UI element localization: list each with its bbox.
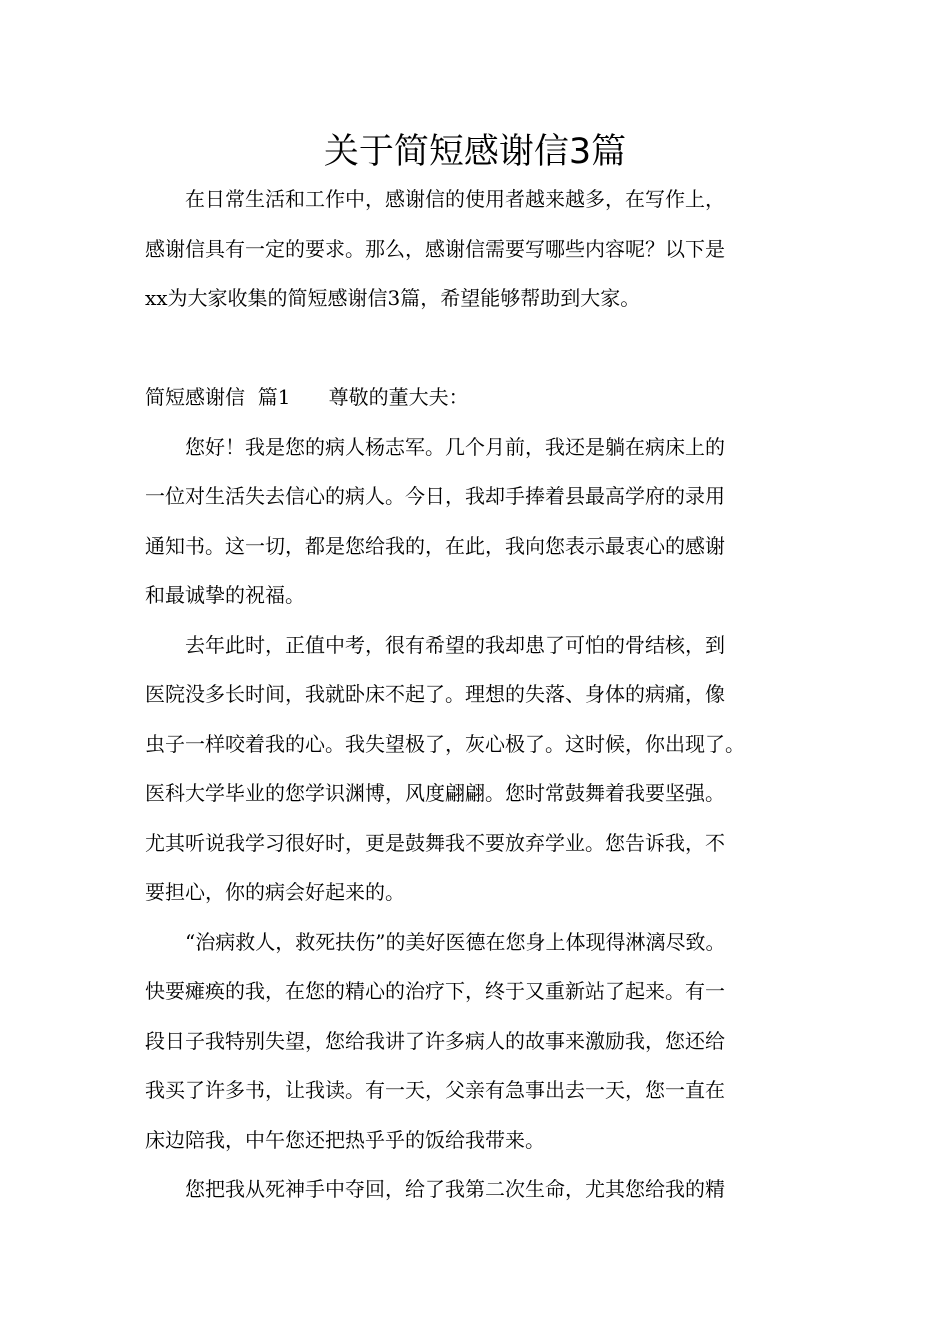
section-heading: 简短感谢信 篇1 尊敬的董大夫： (145, 385, 469, 409)
letter-paragraph (145, 621, 807, 918)
text-line: “治病救人，救死扶伤”的美好医德在您身上体现得淋漓尽致。 (185, 929, 726, 954)
text-line: 和最诚挚的祝福。 (145, 583, 305, 607)
document-body (145, 175, 807, 1215)
text-line: 在日常生活和工作中，感谢信的使用者越来越多，在写作上， (185, 187, 725, 211)
document-title: 关于简短感谢信3篇 (323, 132, 627, 172)
text-line: 去年此时，正值中考，很有希望的我却患了可怕的骨结核，到 (185, 632, 725, 657)
text-line: 段日子我特别失望，您给我讲了许多病人的故事来激励我，您还给 (145, 1028, 725, 1053)
text-line: 医院没多长时间，我就卧床不起了。理想的失落、身体的病痛，像 (145, 682, 725, 706)
text-line: 您好！我是您的病人杨志军。几个月前，我还是躺在病床上的 (185, 434, 725, 459)
text-line: 通知书。这一切，都是您给我的，在此，我向您表示最衷心的感谢 (145, 533, 725, 558)
text-line: 虫子一样咬着我的心。我失望极了，灰心极了。这时候，你出现了。 (145, 731, 745, 756)
text-line: 我买了许多书，让我读。有一天，父亲有急事出去一天，您一直在 (145, 1078, 725, 1102)
letter-paragraph (145, 1165, 807, 1215)
letter-paragraph (145, 423, 807, 621)
letter-paragraph (145, 918, 807, 1166)
intro-paragraph (145, 175, 807, 324)
text-line: 尤其听说我学习很好时，更是鼓舞我不要放弃学业。您告诉我，不 (145, 830, 725, 855)
text-line: xx为大家收集的简短感谢信3篇，希望能够帮助到大家。 (145, 286, 641, 310)
text-line: 医科大学毕业的您学识渊博，风度翩翩。您时常鼓舞着我要坚强。 (145, 781, 725, 805)
text-line: 要担心，你的病会好起来的。 (145, 880, 405, 904)
text-line: 一位对生活失去信心的病人。今日，我却手捧着县最高学府的录用 (145, 484, 725, 508)
text-line: 床边陪我，中午您还把热乎乎的饭给我带来。 (145, 1127, 545, 1152)
text-line: 快要瘫痪的我，在您的精心的治疗下，终于又重新站了起来。有一 (145, 979, 725, 1003)
text-line: 感谢信具有一定的要求。那么，感谢信需要写哪些内容呢？以下是 (145, 236, 725, 261)
text-line: 您把我从死神手中夺回，给了我第二次生命，尤其您给我的精 (185, 1177, 725, 1201)
